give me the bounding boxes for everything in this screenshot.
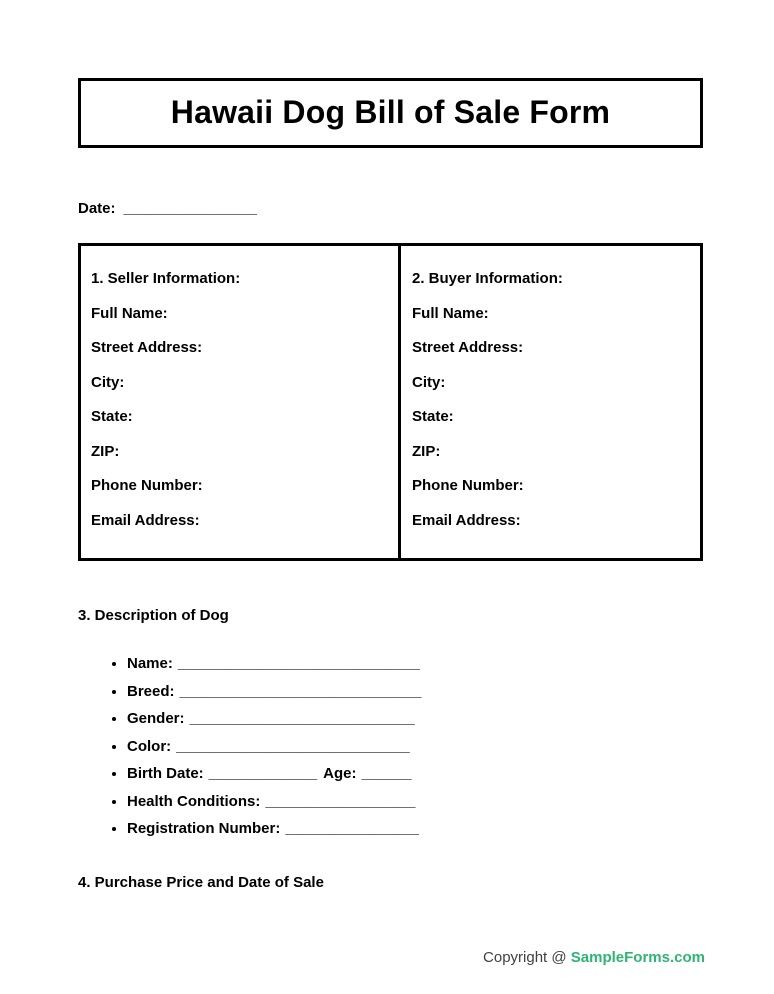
dog-color-label: Color: bbox=[127, 737, 172, 755]
sampleforms-link[interactable]: SampleForms.com bbox=[570, 949, 705, 966]
section-description-of-dog-heading: 3. Description of Dog bbox=[78, 607, 229, 624]
copyright-footer bbox=[483, 949, 705, 966]
dog-name-blank-line: _____________________________ bbox=[177, 655, 420, 672]
seller-field-phone-number: Phone Number: bbox=[91, 477, 203, 494]
buyer-field-full-name: Full Name: bbox=[412, 304, 489, 322]
buyer-field-phone-number: Phone Number: bbox=[412, 477, 524, 494]
form-title-box bbox=[78, 78, 703, 148]
date-blank-line: ________________ bbox=[123, 200, 257, 217]
dog-name-label: Name: bbox=[127, 655, 173, 672]
seller-field-full-name: Full Name: bbox=[91, 304, 168, 322]
list-item-color bbox=[127, 733, 703, 761]
dog-registration-number-blank-line: ________________ bbox=[285, 820, 419, 837]
list-item-health-conditions bbox=[127, 788, 703, 816]
date-row bbox=[78, 200, 703, 217]
seller-field-city: City: bbox=[91, 373, 125, 391]
section-purchase-price-heading: 4. Purchase Price and Date of Sale bbox=[78, 873, 324, 891]
buyer-field-state: State: bbox=[412, 408, 454, 425]
list-item-registration-number bbox=[127, 815, 703, 843]
seller-field-state: State: bbox=[91, 408, 133, 425]
copyright-text: Copyright @ bbox=[483, 949, 571, 966]
dog-gender-blank-line: ___________________________ bbox=[189, 710, 415, 727]
dog-health-conditions-blank-line: __________________ bbox=[265, 792, 416, 810]
dog-registration-number-label: Registration Number: bbox=[127, 820, 281, 837]
list-item-birth-date-age bbox=[127, 760, 703, 788]
date-label: Date: bbox=[78, 200, 116, 217]
document-page bbox=[78, 78, 703, 891]
seller-field-email-address: Email Address: bbox=[91, 511, 200, 529]
dog-description-list bbox=[78, 650, 703, 843]
dog-age-blank-line: ______ bbox=[361, 765, 412, 782]
seller-field-zip: ZIP: bbox=[91, 442, 120, 460]
buyer-field-street-address: Street Address: bbox=[412, 339, 524, 356]
page-title: Hawaii Dog Bill of Sale Form bbox=[170, 94, 611, 130]
parties-table bbox=[78, 243, 703, 561]
buyer-heading: 2. Buyer Information: bbox=[412, 270, 563, 287]
dog-age-label: Age: bbox=[323, 765, 357, 782]
buyer-field-email-address: Email Address: bbox=[412, 511, 521, 529]
dog-birth-date-blank-line: _____________ bbox=[208, 765, 318, 782]
dog-health-conditions-label: Health Conditions: bbox=[127, 792, 261, 810]
buyer-field-zip: ZIP: bbox=[412, 442, 441, 460]
buyer-information-column bbox=[401, 246, 700, 558]
dog-birth-date-label: Birth Date: bbox=[127, 765, 204, 782]
dog-breed-blank-line: _____________________________ bbox=[179, 682, 422, 700]
list-item-breed bbox=[127, 678, 703, 706]
list-item-name bbox=[127, 650, 703, 678]
seller-information-column bbox=[81, 246, 401, 558]
list-item-gender bbox=[127, 705, 703, 733]
buyer-field-city: City: bbox=[412, 373, 446, 391]
dog-breed-label: Breed: bbox=[127, 682, 175, 700]
seller-field-street-address: Street Address: bbox=[91, 339, 203, 356]
dog-color-blank-line: ____________________________ bbox=[176, 737, 410, 755]
seller-heading: 1. Seller Information: bbox=[91, 270, 241, 287]
dog-gender-label: Gender: bbox=[127, 710, 185, 727]
